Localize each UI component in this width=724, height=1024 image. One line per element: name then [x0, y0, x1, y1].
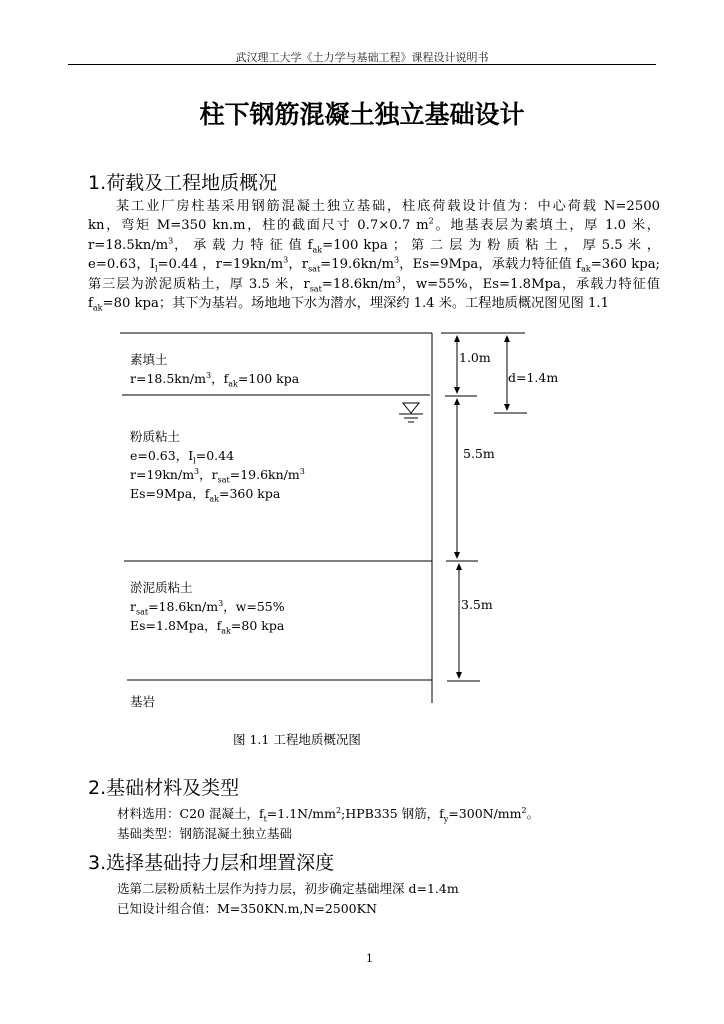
layer-name: 基岩 [130, 694, 156, 709]
text-run: Es=1.8Mpa，f [130, 618, 222, 633]
text-run: e=0.63，I [130, 448, 194, 463]
text-run: 3 [168, 236, 174, 246]
text-line [130, 446, 305, 465]
text-line [130, 369, 299, 388]
text-run: 3 [218, 598, 224, 608]
text-run: ，r [288, 257, 309, 273]
text-run: 3 [394, 255, 400, 265]
text-run: 3 [205, 370, 212, 380]
text-run: r=18.5kn/m [88, 237, 169, 253]
text-line [130, 465, 305, 484]
dimension-label: 3.5m [461, 597, 493, 612]
text-run: l [154, 264, 158, 274]
text-line [117, 804, 539, 824]
text-run: sat [309, 284, 322, 294]
text-run: =100 kpa [237, 371, 300, 386]
text-run: 2 [336, 805, 342, 815]
page-title: 柱下钢筋混凝土独立基础设计 [199, 100, 525, 129]
text-run: 3 [395, 275, 401, 285]
text-line [130, 484, 305, 503]
text-run: y [443, 814, 449, 824]
text-run: 基础类型：钢筋混凝土独立基础 [117, 825, 293, 841]
text-run: =360 kpa; [590, 257, 660, 273]
text-run: ak [581, 264, 591, 274]
dimension-label: 1.0m [459, 350, 491, 365]
text-run: r=18.5kn/m [130, 371, 206, 386]
text-run: =0.44 ，r=19kn/m [157, 257, 284, 273]
text-run: l [193, 456, 196, 466]
text-run: 第三层为淤泥质粘土，厚 3.5 米，r [88, 276, 310, 292]
text-line [130, 616, 285, 635]
text-run: =300N/mm [448, 806, 522, 821]
text-run: =0.44 [195, 448, 235, 463]
text-run: 3 [194, 466, 200, 476]
text-run: 3 [299, 466, 305, 476]
dimension-label: 5.5m [463, 446, 495, 461]
text-run: r=19kn/m [130, 467, 195, 482]
text-run: =19.6kn/m [229, 467, 300, 482]
text-run: ak [209, 494, 219, 504]
layer-name: 淤泥质粘土 [130, 580, 193, 595]
section3-text [117, 879, 459, 918]
layer-name: 素填土 [130, 352, 168, 367]
running-header: 武汉理工大学《土力学与基础工程》课程设计说明书 [235, 51, 489, 64]
layer-name: 粉质粘土 [130, 429, 181, 444]
text-run: 选第二层粉质粘土层作为持力层，初步确定基础埋深 d=1.4m [117, 881, 459, 896]
text-run: 材料选用：C20 混凝土，f [117, 806, 264, 821]
text-run: ，w=55%，Es=1.8Mpa，承载力特征值 [400, 276, 660, 292]
text-run: ，w=55% [223, 599, 285, 614]
text-run: f [88, 296, 93, 312]
text-run: ，Es=9Mpa，承载力特征值 f [399, 257, 582, 273]
text-run: ak [312, 245, 323, 255]
text-run: kn，弯矩 M=350 kn.m，柱的截面尺寸 0.7×0.7 m [88, 218, 429, 234]
text-run: e=0.63，I [88, 257, 155, 273]
text-run: ak [92, 303, 103, 313]
text-run: Es=9Mpa，f [130, 486, 210, 501]
text-run: ak [221, 626, 231, 636]
text-run: t [263, 814, 267, 824]
text-line [130, 597, 285, 616]
text-run: =19.6kn/m [320, 257, 395, 273]
text-run: r [130, 599, 136, 614]
text-run: sat [135, 607, 149, 617]
section-heading-2: 2.基础材料及类型 [88, 777, 240, 799]
text-run: 某工业厂房柱基采用钢筋混凝土独立基础，柱底荷载设计值为：中心荷载 N=2500 [116, 199, 660, 214]
layer-props [130, 369, 299, 388]
text-run: sat [217, 475, 230, 485]
section-heading-3: 3.选择基础持力层和埋置深度 [88, 852, 335, 874]
text-line [117, 824, 539, 844]
text-run: =360 kpa [218, 486, 281, 501]
text-line [117, 879, 459, 899]
text-run: ;HPB335 钢筋，f [341, 806, 444, 821]
text-run: =80 kpa；其下为基岩。场地地下水为潜水，埋深约 1.4 米。工程地质概况图见图 1.1 [102, 296, 609, 312]
section-heading-1: 1.荷载及工程地质概况 [88, 172, 278, 194]
text-run: ，r [199, 467, 218, 482]
text-run: =1.1N/mm [266, 806, 337, 821]
figure-caption: 图 1.1 工程地质概况图 [233, 732, 361, 747]
text-run: =80 kpa [230, 618, 285, 633]
text-run: 3 [283, 255, 289, 265]
layer-props [130, 446, 305, 503]
text-run: 2 [428, 217, 434, 227]
layer-props [130, 597, 285, 635]
text-run: 2 [521, 805, 527, 815]
water-table-icon [399, 403, 423, 422]
section2-text [117, 804, 539, 843]
text-line [117, 899, 459, 919]
text-run: ，f [211, 371, 229, 386]
text-run: =18.6kn/m [321, 276, 396, 292]
page-number: 1 [366, 952, 373, 965]
text-run: =100 kpa ； 第 二 层 为 粉 质 粘 土 ， 厚 5.5 米 ， [322, 237, 660, 253]
dimension-label: d=1.4m [508, 370, 559, 385]
text-run: sat [308, 264, 321, 274]
text-run: ， 承 载 力 特 征 值 f [173, 237, 313, 253]
text-run: 已知设计组合值：M=350KN.m,N=2500KN [117, 900, 377, 916]
text-run: ak [228, 379, 238, 389]
text-run: 。地基表层为素填土，厚 1.0 米， [433, 218, 660, 234]
text-run: =18.6kn/m [148, 599, 219, 614]
text-run: 。 [526, 806, 540, 821]
